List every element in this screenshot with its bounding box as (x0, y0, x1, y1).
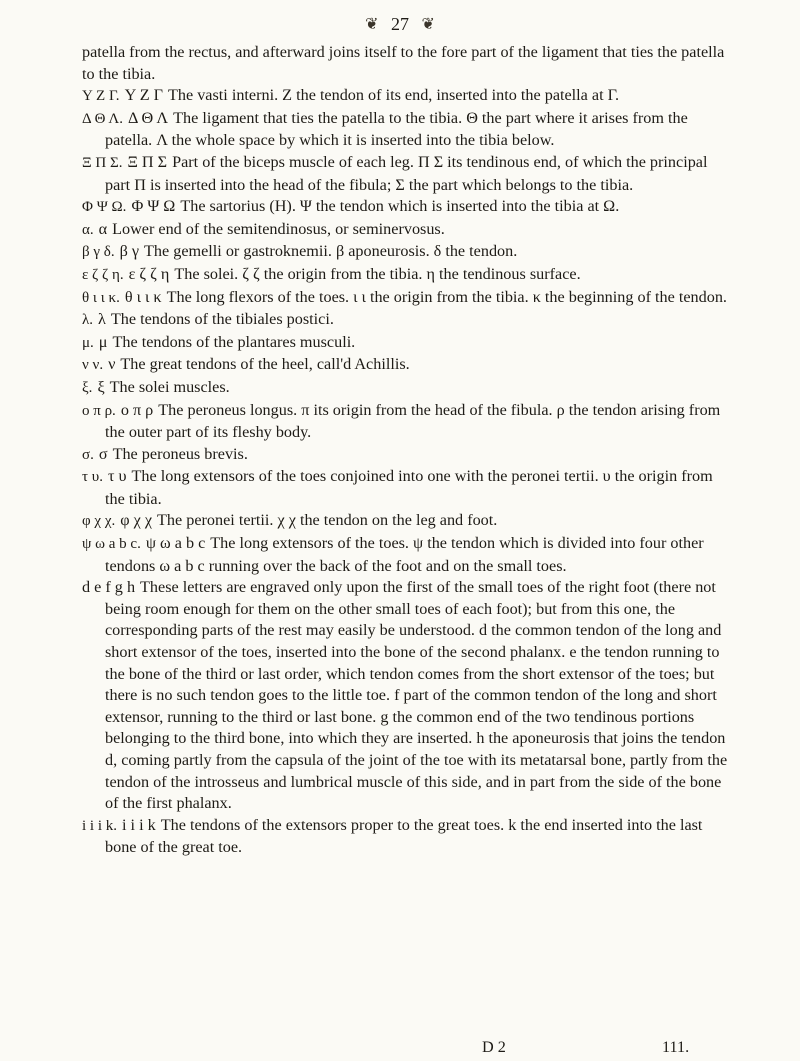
fleuron-left-icon: ❦ (365, 16, 379, 33)
entry-key-margin: β γ δ. (82, 244, 115, 261)
legend-entry (82, 354, 732, 377)
entry-key-margin: i i i k. (82, 817, 118, 834)
entry-key-margin: Φ Ψ Ω. (82, 199, 127, 216)
entry-text: The tendons of the extensors proper to the great toes. k the end inserted into the last bone of the great toe. (105, 815, 703, 857)
entry-key: d e f g h (82, 578, 136, 597)
entry-key-margin: α. (82, 221, 94, 238)
entry-key-margin: ε ζ ζ η. (82, 266, 124, 283)
entry-key-margin: φ χ χ. (82, 513, 116, 530)
legend-entry (82, 377, 732, 400)
page-header (0, 14, 800, 35)
entry-text: The vasti interni. Z the tendon of its end, inserted into the patella at Γ. (168, 86, 620, 105)
entry-text: These letters are engraved only upon the first of the small toes of the right foot (there not being room enough for them on the other small toes of each foot); but from this one, the corresponding parts of the rest may easily be understood. d the common tendon of the long and short extensor of the toes, inserted into the bone of the second phalanx. e the tendon running to the bone of the third or last order, which tendon comes from the short extensor of the toes; but there is no such tendon goes to the little toe. f part of the common tendon of the long and short extensor, running to the third or last bone. g the common end of the two tendinous portions belonging to the third bone, into which they are inserted. h the aponeurosis that joins the tendon d, coming partly from the capsula of the joint of the toe with its metatarsal bone, partly from the tendon of the introsseus and lumbrical muscle of this side, and in part from the side of the bone of the first phalanx. (105, 578, 728, 813)
legend-entry (82, 264, 732, 287)
entry-key-margin: θ ι ι κ. (82, 289, 120, 306)
legend-entry (82, 510, 732, 533)
entry-key: i i i k (122, 815, 156, 834)
page-number: 27 (391, 14, 409, 34)
entry-key: α (98, 219, 108, 238)
legend-entry (82, 444, 732, 467)
entry-key-margin: ν ν. (82, 357, 104, 374)
entry-key: Δ Θ Λ (127, 108, 169, 127)
entry-text: The long extensors of the toes conjoined into one with the peronei tertii. υ the origin from the tibia. (105, 467, 713, 508)
legend-entry (82, 332, 732, 355)
entry-key: ν (108, 355, 116, 374)
entry-text: The tendons of the tibiales postici. (110, 310, 334, 329)
entry-text: The peroneus brevis. (112, 444, 248, 463)
legend-entry (82, 815, 732, 859)
entry-text: The peroneus longus. π its origin from the head of the fibula. ρ the tendon arising from the outer part of its fleshy body. (105, 400, 721, 442)
entry-text: The ligament that ties the patella to the tibia. Θ the part where it arises from the patella. Λ the whole space by which it is inserted into the tibia below. (105, 108, 688, 150)
entry-text: The long flexors of the toes. ι ι the origin from the tibia. κ the beginning of the tendon. (166, 287, 727, 306)
legend-entry (82, 219, 732, 242)
legend-entry (82, 85, 732, 108)
entry-text: The peronei tertii. χ χ the tendon on the leg and foot. (157, 511, 498, 530)
entry-key-margin: μ. (82, 334, 94, 351)
continuation-paragraph: patella from the rectus, and afterward joins itself to the fore part of the ligament that ties the patella to the tibia. (82, 43, 725, 83)
entry-key: Y Z Γ (124, 86, 163, 105)
legend-entries (82, 85, 732, 859)
entry-key: θ ι ι κ (124, 287, 162, 306)
entry-key: λ (98, 310, 106, 329)
entry-text: The gemelli or gastroknemii. β aponeurosis. δ the tendon. (144, 242, 518, 261)
entry-key-margin: τ υ. (82, 469, 103, 486)
entry-key: ε ζ ζ η (128, 264, 170, 283)
legend-entry (82, 241, 732, 264)
legend-entry (82, 309, 732, 332)
entry-key: σ (98, 444, 108, 463)
page-body (82, 42, 732, 859)
entry-text: The long extensors of the toes. ψ the tendon which is divided into four other tendons ω a b c running over the back of the foot and on the small toes. (105, 534, 704, 575)
entry-text: Lower end of the semitendinosus, or seminervosus. (112, 219, 445, 238)
entry-text: The solei muscles. (109, 377, 230, 396)
legend-entry (82, 577, 732, 815)
entry-key-margin: Δ Θ Λ. (82, 110, 123, 127)
entry-key: ψ ω a b c (145, 534, 206, 553)
entry-key-margin: Ξ Π Σ. (82, 154, 123, 171)
entry-key-margin: ψ ω a b c. (82, 536, 141, 553)
entry-key-margin: σ. (82, 446, 94, 463)
entry-key-margin: Y Z Γ. (82, 88, 120, 105)
entry-key: Ξ Π Σ (127, 152, 168, 171)
entry-key: τ υ (107, 467, 127, 486)
legend-entry (82, 400, 732, 444)
legend-entry (82, 152, 732, 196)
entry-key: μ (98, 332, 108, 351)
signature-mark: D 2 (482, 1038, 506, 1056)
entry-text: Part of the biceps muscle of each leg. Π Σ its tendinous end, of which the principal part Π is inserted into the head of the fibula; Σ the part which belongs to the tibia. (105, 152, 708, 194)
entry-key: ξ (97, 377, 105, 396)
legend-entry (82, 533, 732, 577)
legend-entry (82, 108, 732, 152)
entry-text: The tendons of the plantares musculi. (112, 332, 356, 351)
entry-key: β γ (119, 242, 140, 261)
entry-text: The solei. ζ ζ the origin from the tibia. η the tendinous surface. (174, 264, 581, 283)
legend-entry (82, 287, 732, 310)
fleuron-right-icon: ❦ (421, 16, 435, 33)
entry-key: Φ Ψ Ω (131, 197, 176, 216)
entry-key-margin: ο π ρ. (82, 402, 116, 419)
entry-text: The sartorius (H). Ψ the tendon which is inserted into the tibia at Ω. (180, 197, 620, 216)
catchword: 111. (662, 1038, 690, 1056)
legend-entry (82, 196, 732, 219)
entry-key-margin: ξ. (82, 379, 93, 396)
entry-key: ο π ρ (120, 400, 154, 419)
entry-text: The great tendons of the heel, call'd Achillis. (120, 355, 410, 374)
entry-key: φ χ χ (120, 511, 153, 530)
legend-entry (82, 466, 732, 510)
entry-key-margin: λ. (82, 312, 94, 329)
